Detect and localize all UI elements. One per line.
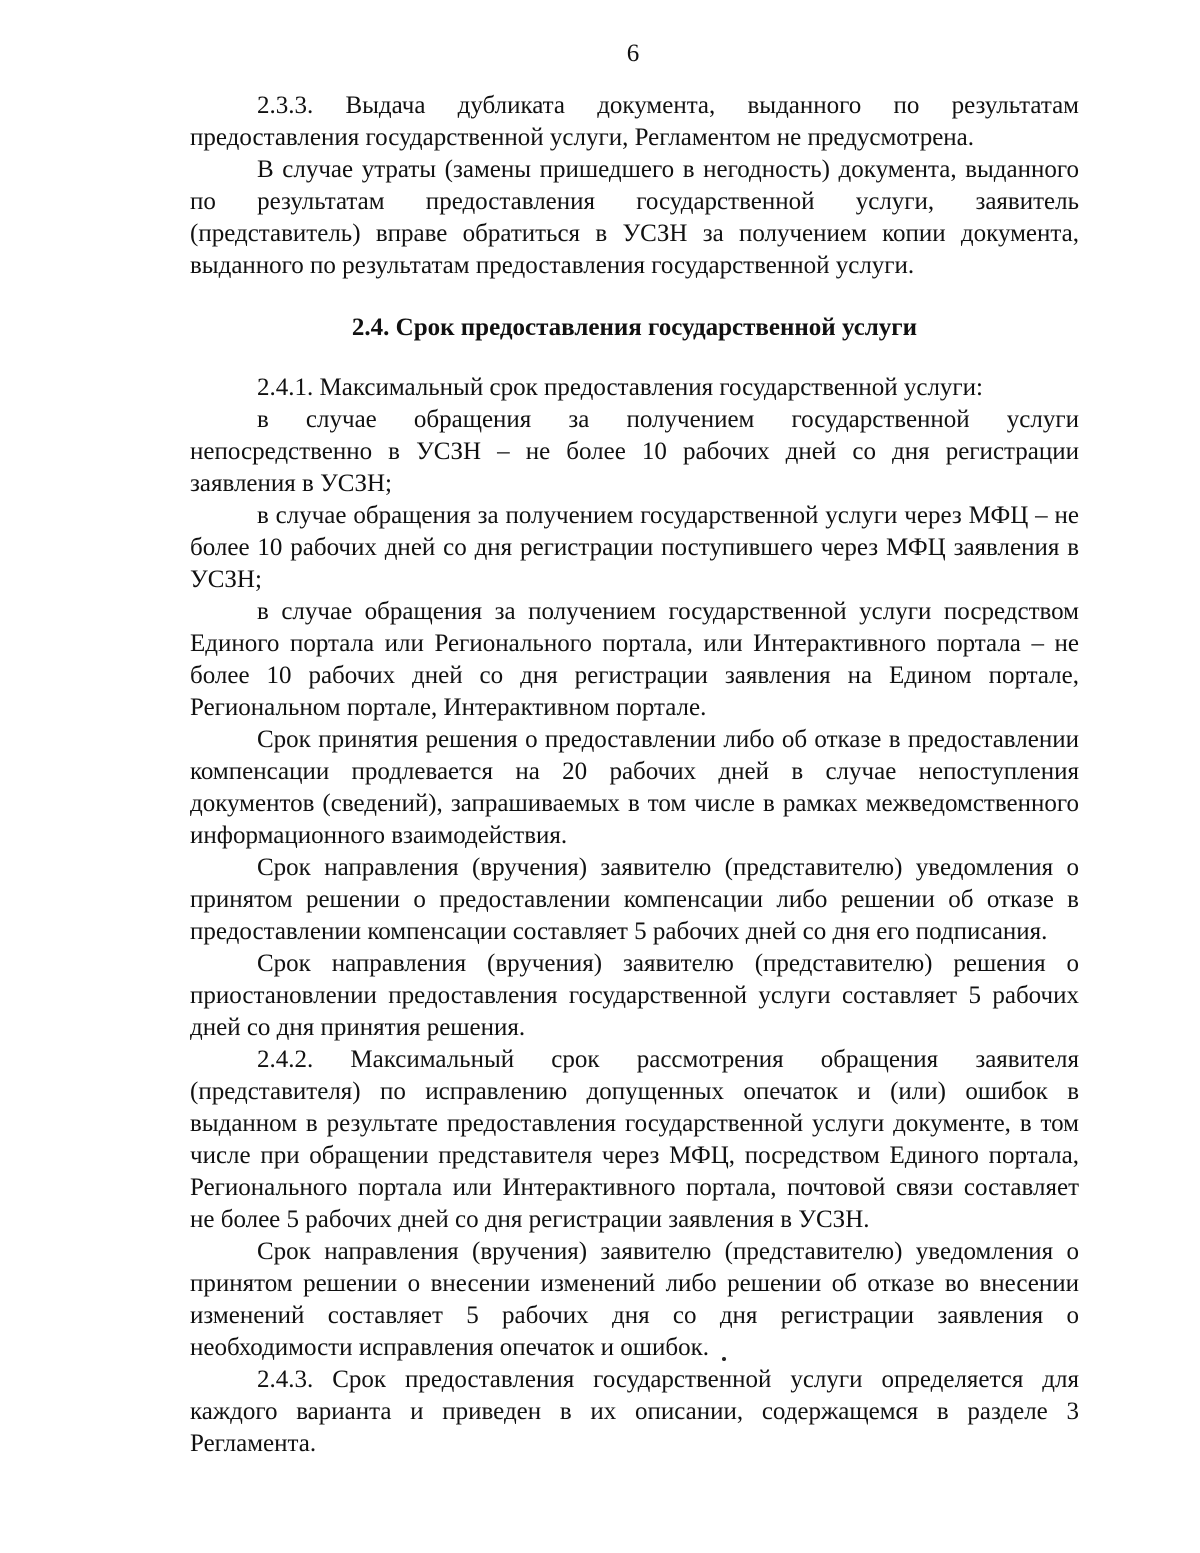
paragraph-direct-uszn: в случае обращения за получением государственной услуги непосредственно в УСЗН – не более 10 рабочих дней со дня регистрации заявления в УСЗН; [190,406,1079,497]
paragraph-suspension-term: Срок направления (вручения) заявителю (представителю) решения о приостановлении предоставления государственной услуги составляет 5 рабочих дней со дня принятия решения. [190,950,1079,1041]
paragraph-2-4-1: 2.4.1. Максимальный срок предоставления государственной услуги: [257,374,984,401]
paragraph-2-4-2: 2.4.2. Максимальный срок рассмотрения обращения заявителя (представителя) по исправлению допущенных опечаток и (или) ошибок в выданном в результате предоставления государственной услуги документе, в том числе при обращении представителя через МФЦ, посредством Единого портала, Регионального портала или Интерактивного портала, почтовой связи составляет не более 5 рабочих дней со дня регистрации заявления в УСЗН. [190,1046,1079,1233]
paragraph-decision-extension: Срок принятия решения о предоставлении либо об отказе в предоставлении компенсации продлевается на 20 рабочих дней в случае непоступления документов (сведений), запрашиваемых в том числе в рамках межведомственного информационного взаимодействия. [190,726,1079,849]
paragraph-notification-term: Срок направления (вручения) заявителю (представителю) уведомления о принятом решении о предоставлении компенсации либо решении об отказе в предоставлении компенсации составляет 5 рабочих дней со дня его подписания. [190,854,1079,945]
paragraph-correction-notification: Срок направления (вручения) заявителю (представителю) уведомления о принятом решении о внесении изменений либо решении об отказе во внесении изменений составляет 5 рабочих дня со дня регистрации заявления о необходимости исправления опечаток и ошибок. [190,1238,1079,1361]
page-number: 6 [626,40,640,67]
paragraph-via-mfc: в случае обращения за получением государственной услуги через МФЦ – не более 10 рабочих дней со дня регистрации поступившего через МФЦ заявления в УСЗН; [190,502,1079,593]
paragraph-2-4-3: 2.4.3. Срок предоставления государственной услуги определяется для каждого варианта и приведен в их описании, содержащемся в разделе 3 Регламента. [190,1366,1079,1457]
paragraph-loss-case: В случае утраты (замены пришедшего в негодность) документа, выданного по результатам предоставления государственной услуги, заявитель (представитель) вправе обратиться в УСЗН за получением копии документа, выданного по результатам предоставления государственной услуги. [190,156,1079,279]
paragraph-2-3-3: 2.3.3. Выдача дубликата документа, выданного по результатам предоставления государственной услуги, Регламентом не предусмотрена. [190,92,1079,151]
document-body [190,90,1079,1460]
scan-artifact-dot [722,1357,726,1361]
paragraph-via-portals: в случае обращения за получением государственной услуги посредством Единого портала или Регионального портала, или Интерактивного портала – не более 10 рабочих дней со дня регистрации заявления на Едином портале, Региональном портале, Интерактивном портале. [190,598,1079,721]
section-heading-2-4: 2.4. Срок предоставления государственной услуги [351,314,918,341]
